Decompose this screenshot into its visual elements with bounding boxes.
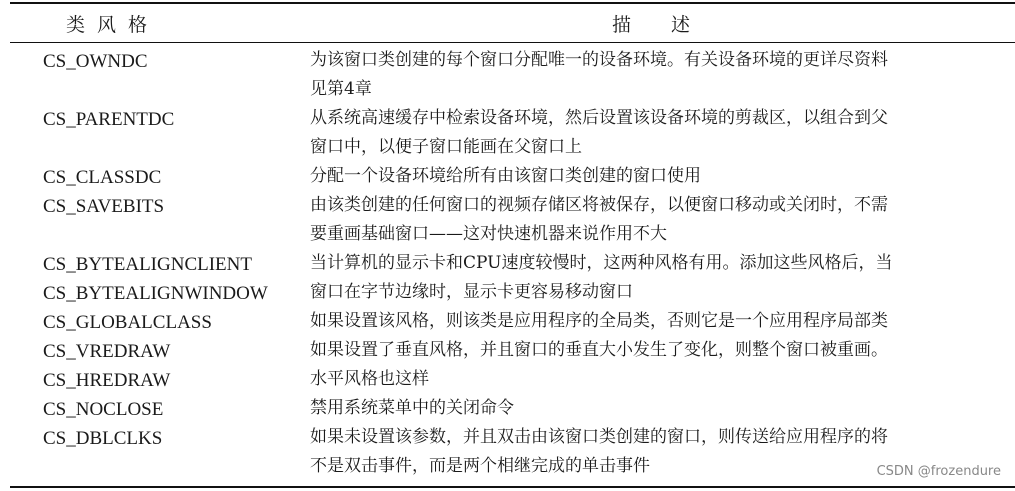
style-name-hredraw: CS_HREDRAW — [43, 370, 171, 391]
description-line: 从系统高速缓存中检索设备环境，然后设置该设备环境的剪裁区，以组合到父 — [310, 108, 888, 128]
watermark: CSDN @frozendure — [876, 464, 1001, 479]
description-line: 分配一个设备环境给所有由该窗口类创建的窗口使用 — [310, 166, 701, 186]
description-line: 当计算机的显示卡和CPU速度较慢时，这两种风格有用。添加这些风格后，当 — [310, 253, 893, 273]
style-name-owndc: CS_OWNDC — [43, 51, 148, 72]
description-line: 水平风格也这样 — [310, 369, 429, 389]
header-class-style: 类风格 — [66, 14, 160, 36]
style-name-dblclks: CS_DBLCLKS — [43, 428, 163, 449]
table-bottom-rule — [10, 486, 1015, 488]
description-line: 窗口在字节边缘时，显示卡更容易移动窗口 — [310, 282, 633, 302]
header-description: 描述 — [612, 14, 731, 36]
description-line: 不是双击事件，而是两个相继完成的单击事件 — [310, 456, 650, 476]
style-name-bytealignwindow: CS_BYTEALIGNWINDOW — [43, 283, 268, 304]
description-line: 禁用系统菜单中的关闭命令 — [310, 398, 514, 418]
table-header-rule — [10, 42, 1015, 43]
description-line: 要重画基础窗口——这对快速机器来说作用不大 — [310, 224, 667, 244]
style-name-globalclass: CS_GLOBALCLASS — [43, 312, 212, 333]
style-name-classdc: CS_CLASSDC — [43, 167, 162, 188]
style-name-savebits: CS_SAVEBITS — [43, 196, 165, 217]
description-line: 如果设置该风格，则该类是应用程序的全局类，否则它是一个应用程序局部类 — [310, 311, 888, 331]
description-line: 由该类创建的任何窗口的视频存储区将被保存，以便窗口移动或关闭时，不需 — [310, 195, 888, 215]
description-line: 如果设置了垂直风格，并且窗口的垂直大小发生了变化，则整个窗口被重画。 — [310, 340, 888, 360]
style-name-noclose: CS_NOCLOSE — [43, 399, 164, 420]
description-line: 为该窗口类创建的每个窗口分配唯一的设备环境。有关设备环境的更详尽资料 — [310, 50, 888, 70]
style-name-bytealignclient: CS_BYTEALIGNCLIENT — [43, 254, 252, 275]
description-line: 窗口中，以便子窗口能画在父窗口上 — [310, 137, 582, 157]
table-top-rule — [10, 2, 1015, 4]
description-line: 如果未设置该参数，并且双击由该窗口类创建的窗口，则传送给应用程序的将 — [310, 427, 888, 447]
description-line: 见第4章 — [310, 79, 372, 99]
style-name-parentdc: CS_PARENTDC — [43, 109, 175, 130]
style-name-vredraw: CS_VREDRAW — [43, 341, 171, 362]
